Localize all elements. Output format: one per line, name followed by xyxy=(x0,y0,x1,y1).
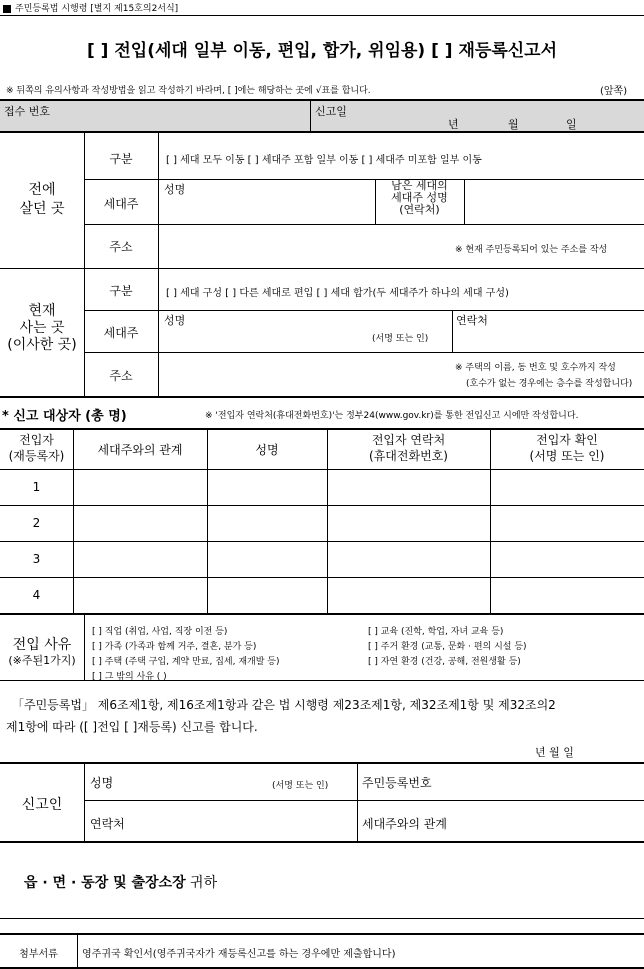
prev-address-note: ※ 현재 주민등록되어 있는 주소를 작성 xyxy=(455,245,608,255)
prev-head-name-label: 성명 xyxy=(164,183,186,196)
reason-option[interactable]: [ ] 가족 (가족과 함께 거주, 결혼, 분가 등) xyxy=(92,642,257,652)
table-row-number: 3 xyxy=(32,552,41,566)
receipt-number-label: 접수 번호 xyxy=(4,105,51,118)
prev-residence-label: 전에 살던 곳 xyxy=(19,182,65,217)
curr-residence-label: 현재 사는 곳 (이사한 곳) xyxy=(7,303,77,353)
reason-label: 전입 사유 xyxy=(12,637,72,653)
table-row-number: 4 xyxy=(32,588,41,602)
table-row-number: 1 xyxy=(32,480,41,494)
reason-option[interactable]: [ ] 직업 (취업, 사업, 직장 이전 등) xyxy=(92,627,228,637)
reason-option[interactable]: [ ] 그 밖의 사유 ( ) xyxy=(92,672,167,682)
curr-type-label: 구분 xyxy=(109,284,133,298)
col-name: 성명 xyxy=(255,443,279,457)
curr-sign-label: (서명 또는 인) xyxy=(372,334,429,344)
curr-address-label: 주소 xyxy=(109,369,133,383)
form-header-note xyxy=(3,1,178,14)
attachments-content: 영주귀국 확인서(영주귀국자가 재등록신고를 하는 경우에만 제출합니다) xyxy=(82,949,396,960)
reporter-name-label: 성명 xyxy=(90,776,114,790)
prev-address-label: 주소 xyxy=(109,240,133,254)
reason-option[interactable]: [ ] 자연 환경 (건강, 공해, 전원생활 등) xyxy=(368,657,521,667)
page-side-label: (앞쪽) xyxy=(600,86,628,97)
law-text-line-2: 제1항에 따라 ([ ]전입 [ ]재등록) 신고를 합니다. xyxy=(6,720,258,734)
addressee-suffix: 귀하 xyxy=(185,875,218,891)
col-contact: 전입자 연락처 (휴대전화번호) xyxy=(369,433,448,463)
year-label: 년 xyxy=(448,118,459,131)
attachments-label: 첨부서류 xyxy=(19,949,58,960)
square-icon xyxy=(3,5,11,13)
col-mover: 전입자 (재등록자) xyxy=(8,433,65,463)
curr-head-label: 세대주 xyxy=(103,326,139,340)
prev-type-label: 구분 xyxy=(109,152,133,166)
col-relation: 세대주와의 관계 xyxy=(97,443,183,457)
targets-heading: * 신고 대상자 (총 명) xyxy=(2,409,127,424)
month-label: 월 xyxy=(508,118,519,131)
reporter-id-label: 주민등록번호 xyxy=(362,776,432,790)
reporter-relation-label: 세대주와의 관계 xyxy=(362,817,447,831)
curr-contact-label: 연락처 xyxy=(456,314,488,327)
reason-sublabel: (※주된1가지) xyxy=(8,654,76,667)
targets-note: ※ '전입자 연락처(휴대전화번호)'는 정부24(www.gov.kr)를 통한 전입신고 시에만 작성합니다. xyxy=(205,411,579,421)
reason-option[interactable]: [ ] 주거 환경 (교통, 문화 · 편의 시설 등) xyxy=(368,642,527,652)
addressee-office: 읍 · 면 · 동장 및 출장소장 xyxy=(24,875,186,891)
curr-address-note-1: ※ 주택의 이름, 동 번호 및 호수까지 작성 xyxy=(455,363,616,373)
reporter-sign-label: (서명 또는 인) xyxy=(272,781,329,791)
curr-address-note-2: (호수가 없는 경우에는 층수를 작성합니다) xyxy=(466,379,633,389)
curr-head-name-label: 성명 xyxy=(164,314,186,327)
page-title: [ ] 전입(세대 일부 이동, 편입, 합가, 위임용) [ ] 재등록신고서 xyxy=(86,41,558,61)
remaining-head-label: 남은 세대의 세대주 성명 (연락처) xyxy=(391,179,448,216)
prev-head-label: 세대주 xyxy=(103,197,139,211)
col-confirm: 전입자 확인 (서명 또는 인) xyxy=(529,433,605,463)
table-row-number: 2 xyxy=(32,516,41,530)
addressee xyxy=(24,872,217,892)
law-text-line-1: 「주민등록법」 제6조제1항, 제16조제1항과 같은 법 시행령 제23조제1항, 제32조제1항 및 제32조의2 xyxy=(12,698,556,712)
instruction-text: ※ 뒤쪽의 유의사항과 작성방법을 읽고 작성하기 바라며, [ ]에는 해당하는 곳에 √표를 합니다. xyxy=(6,86,371,96)
day-label: 일 xyxy=(566,118,577,131)
reporter-label: 신고인 xyxy=(21,797,63,813)
reason-option[interactable]: [ ] 주택 (주택 구입, 계약 만료, 집세, 재개발 등) xyxy=(92,657,280,667)
prev-type-options[interactable]: [ ] 세대 모두 이동 [ ] 세대주 포함 일부 이동 [ ] 세대주 미포함 일부 이동 xyxy=(166,155,482,166)
curr-type-options[interactable]: [ ] 세대 구성 [ ] 다른 세대로 편입 [ ] 세대 합가(두 세대주가 하나의 세대 구성) xyxy=(166,288,509,299)
form-number: 주민등록법 시행령 [별지 제15호의2서식] xyxy=(15,4,179,14)
signature-date-line: 년 월 일 xyxy=(535,746,574,759)
report-date-label: 신고일 xyxy=(315,105,347,118)
reason-option[interactable]: [ ] 교육 (진학, 학업, 자녀 교육 등) xyxy=(368,627,504,637)
reporter-contact-label: 연락처 xyxy=(90,817,125,831)
